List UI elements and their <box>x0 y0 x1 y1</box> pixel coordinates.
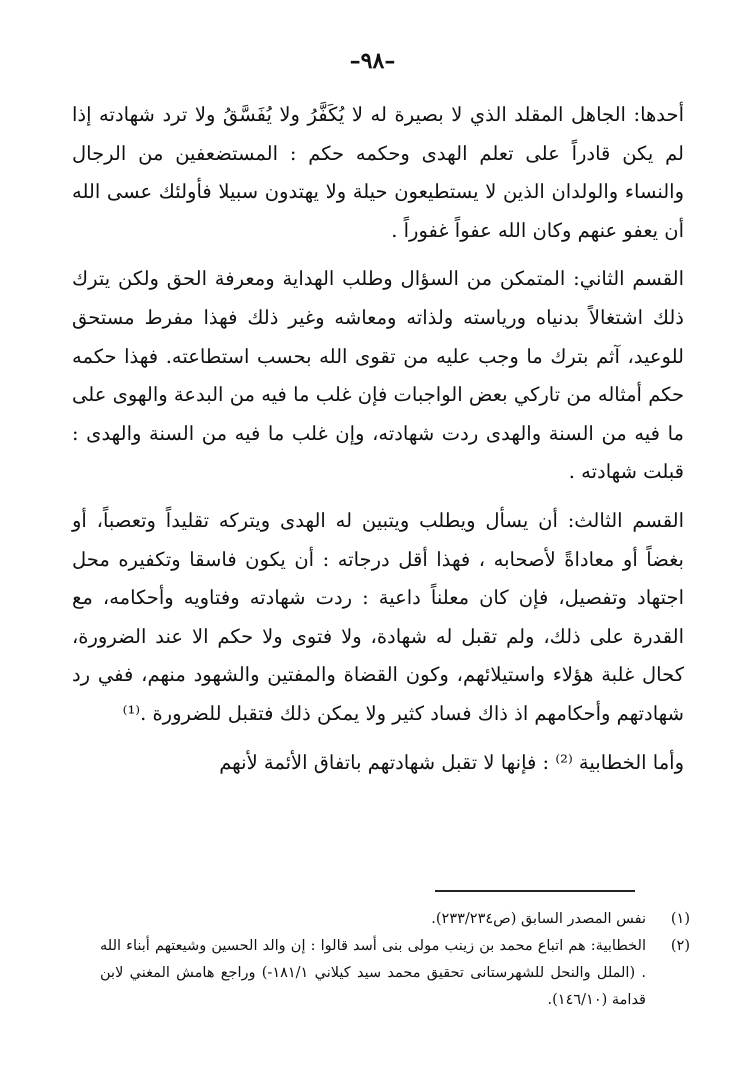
footnote-1-text: نفس المصدر السابق (ص٢٣٣/٢٣٤). <box>431 911 646 927</box>
footnote-2-text: الخطابية: هم اتباع محمد بن زينب مولى بنى أسد قالوا : إن والد الحسين وشيعتهم أبناء الله . (الملل والنحل للشهرستانى تحقيق محمد سيد كيلاني ١٨١/١-) وراجع هامش المغني لابن قدامة (١٤٦/١٠). <box>100 938 646 1008</box>
page-number: –٩٨– <box>349 48 396 74</box>
paragraph-first-category: أحدها: الجاهل المقلد الذي لا بصيرة له لا يُكَفَّرُ ولا يُفَسَّقُ ولا ترد شهادته إذا لم يكن قادراً على تعلم الهدى وحكمه حكم : المستضعفين من الرجال والنساء والولدان الذين لا يستطيعون حيلة ولا يهتدون سبيلا فأولئك عسى الله أن يعفو عنهم وكان الله عفواً غفوراً . <box>72 103 684 242</box>
footnote-1-number: (١) <box>670 911 690 927</box>
footnote-divider <box>435 890 635 892</box>
footnote-1 <box>100 906 690 933</box>
paragraph-second-category: القسم الثاني: المتمكن من السؤال وطلب الهداية ومعرفة الحق ولكن يترك ذلك اشتغالاً بدنياه ورياسته ولذاته ومعاشه وغير ذلك فهذا مفرط مستحق للوعيد، آثم بترك ما وجب عليه من تقوى الله بحسب استطاعته. فهذا حكمه حكم أمثاله من تاركي بعض الواجبات فإن غلب ما فيه من البدعة والهوى على ما فيه من السنة والهدى ردت شهادته، وإن غلب ما فيه من السنة والهدى : قبلت شهادته . <box>72 267 684 484</box>
footnote-2 <box>100 933 690 1014</box>
paragraph-khattabiyya: وأما الخطابية ⁽²⁾ : فإنها لا تقبل شهادتهم باتفاق الأئمة لأنهم <box>219 750 684 774</box>
main-text <box>72 96 684 794</box>
footnotes <box>100 906 690 1014</box>
paragraph-third-category: القسم الثالث: أن يسأل ويطلب ويتبين له الهدى ويتركه تقليداً وتعصباً، أو بغضاً أو معاداةً لأصحابه ، فهذا أقل درجاته : أن يكون فاسقا وتكفيره محل اجتهاد وتفصيل، فإن كان معلناً داعية : ردت شهادته وفتاويه وأحكامه، مع القدرة على ذلك، ولم تقبل له شهادة، ولا فتوى ولا حكم الا عند الضرورة، كحال غلبة هؤلاء واستيلائهم، وكون القضاة والمفتين والشهود منهم، ففي رد شهادتهم وأحكامهم اذ ذاك فساد كثير ولا يمكن ذلك فتقبل للضرورة .⁽¹⁾ <box>72 508 684 725</box>
footnote-2-number: (٢) <box>670 938 690 954</box>
